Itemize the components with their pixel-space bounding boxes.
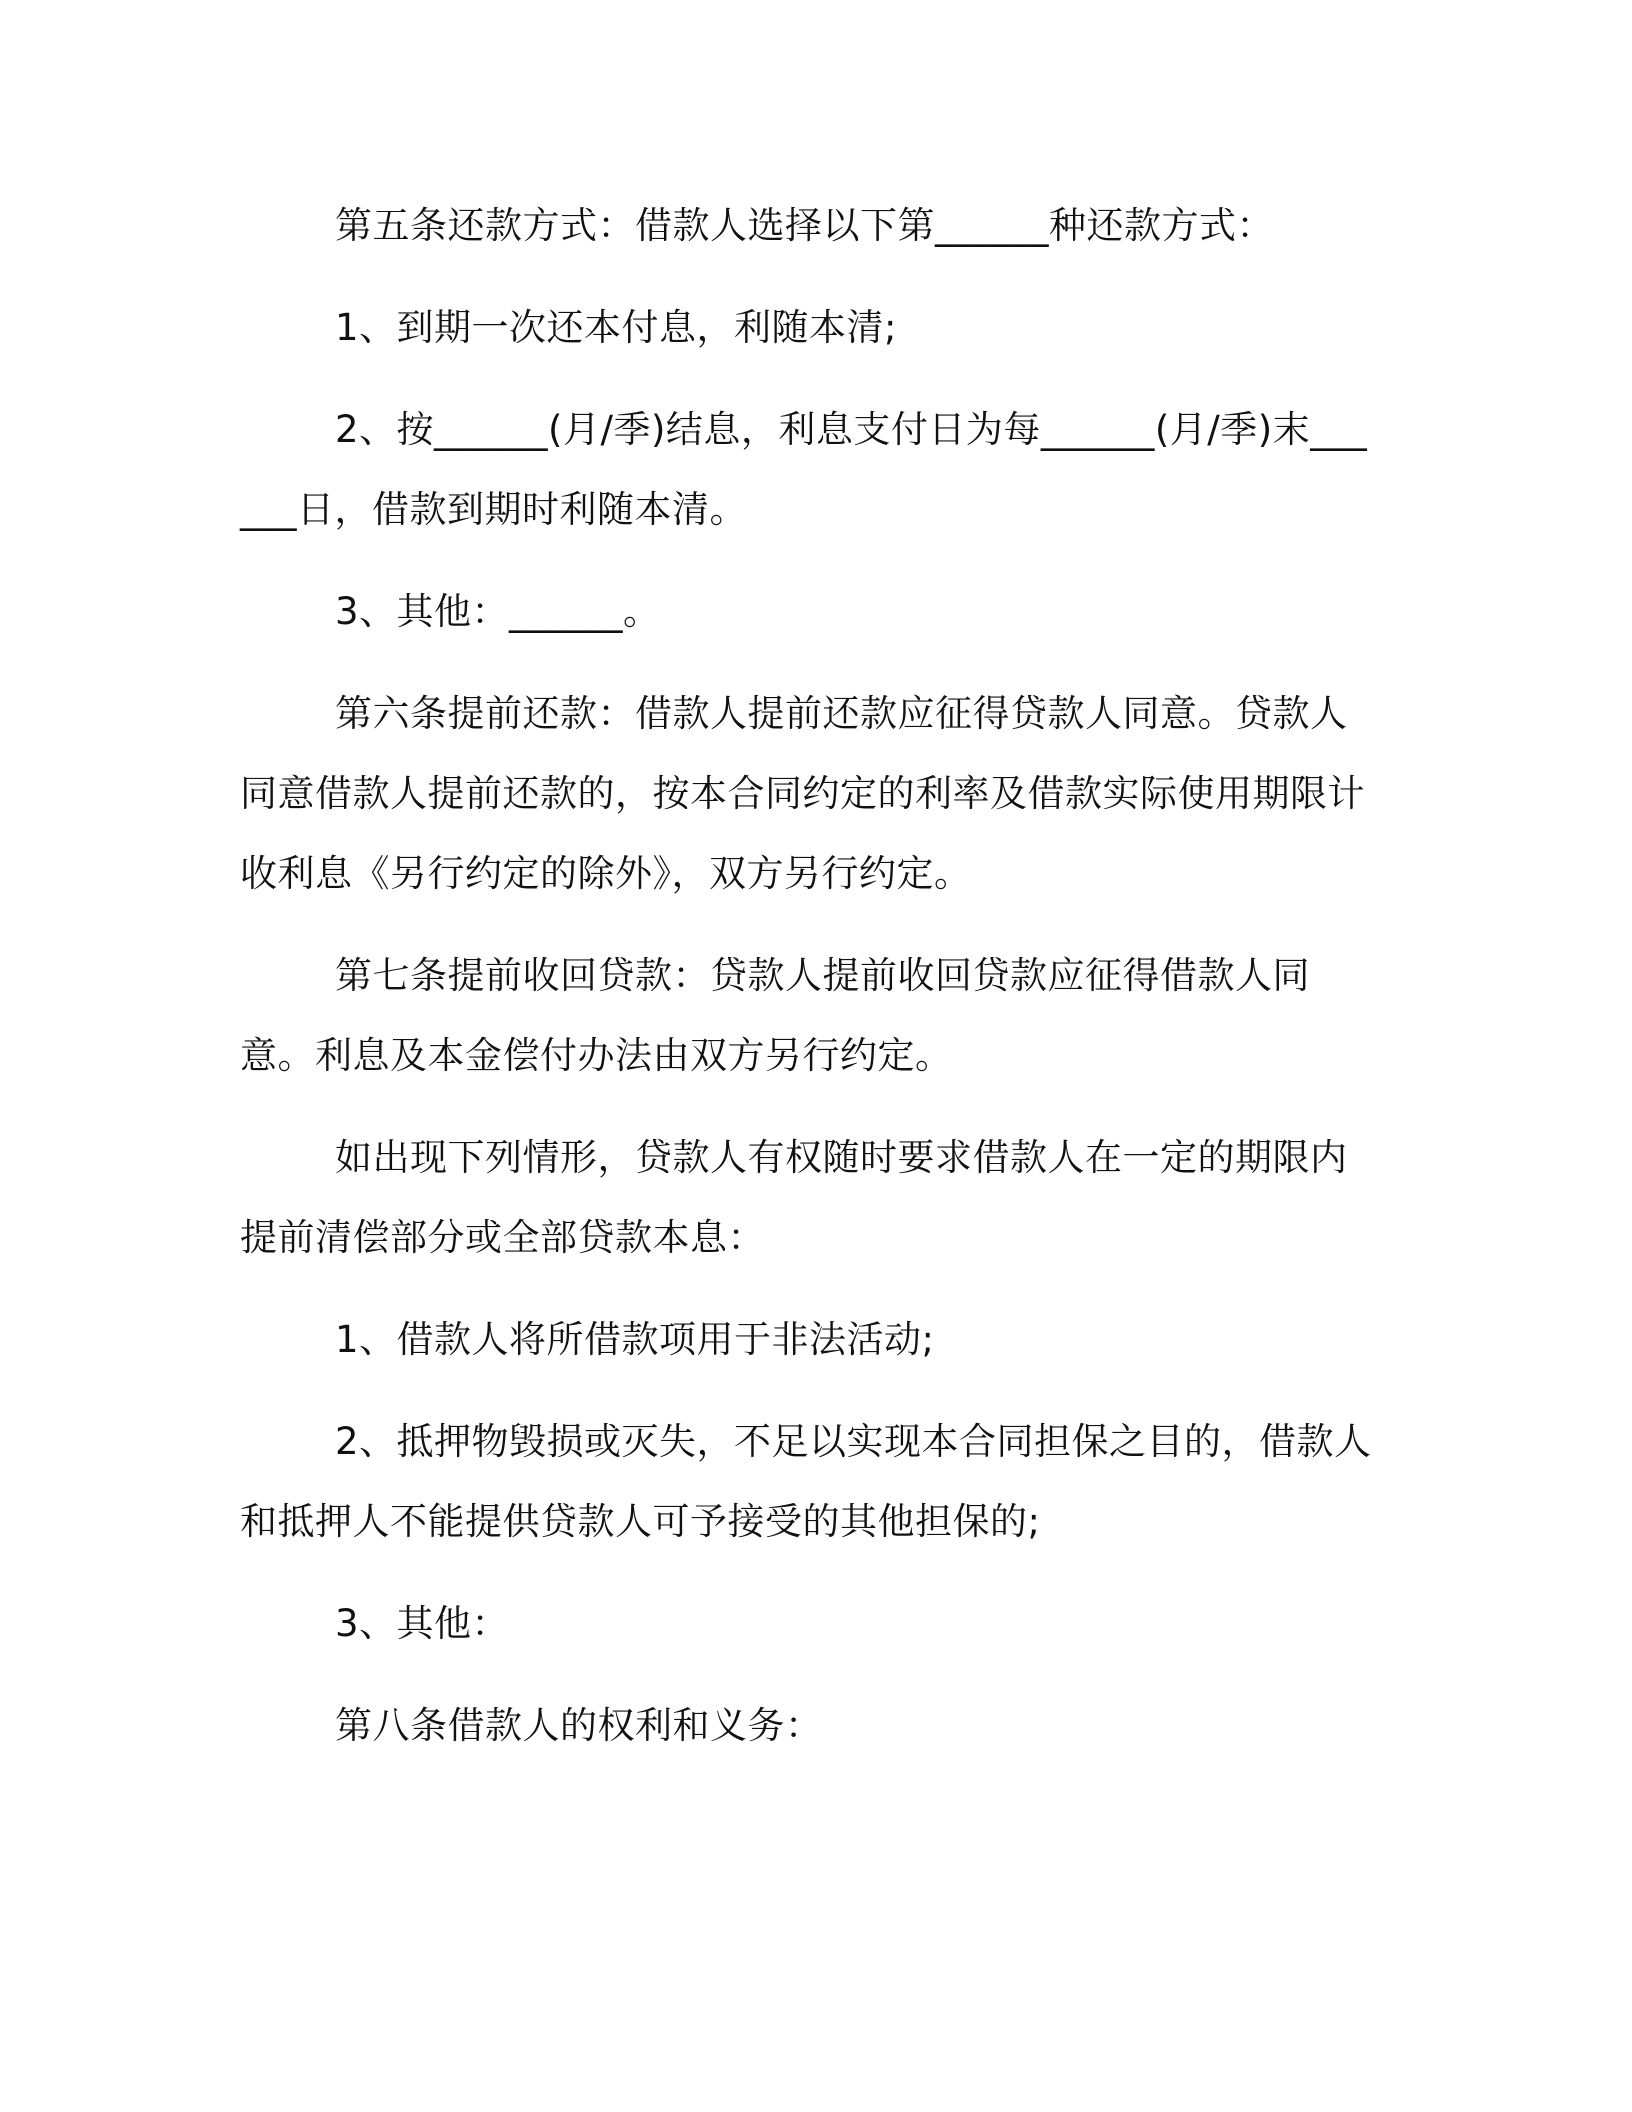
clause-8-borrower-rights: 第八条借款人的权利和义务： <box>335 1704 823 1747</box>
document-body <box>240 186 1380 1766</box>
recall-condition-3: 3、其他： <box>335 1602 510 1645</box>
repayment-option-3: 3、其他：______。 <box>335 590 661 633</box>
clause-5-repayment-method: 第五条还款方式：借款人选择以下第______种还款方式： <box>335 204 1274 247</box>
clause-7-early-recall: 第七条提前收回贷款：贷款人提前收回贷款应征得借款人同意。利息及本金偿付办法由双方另行约定。 <box>240 954 1310 1077</box>
recall-condition-2: 2、抵押物毁损或灭失，不足以实现本合同担保之目的，借款人和抵押人不能提供贷款人可予接受的其他担保的; <box>240 1420 1372 1543</box>
early-recall-conditions: 如出现下列情形，贷款人有权随时要求借款人在一定的期限内提前清偿部分或全部贷款本息： <box>240 1136 1348 1259</box>
repayment-option-2: 2、按______(月/季)结息，利息支付日为每______(月/季)末______日，借款到期时利随本清。 <box>240 408 1368 531</box>
clause-6-early-repayment: 第六条提前还款：借款人提前还款应征得贷款人同意。贷款人同意借款人提前还款的，按本合同约定的利率及借款实际使用期限计收利息《另行约定的除外》，双方另行约定。 <box>240 692 1365 895</box>
repayment-option-1: 1、到期一次还本付息，利随本清; <box>335 306 898 349</box>
recall-condition-1: 1、借款人将所借款项用于非法活动; <box>335 1318 935 1361</box>
